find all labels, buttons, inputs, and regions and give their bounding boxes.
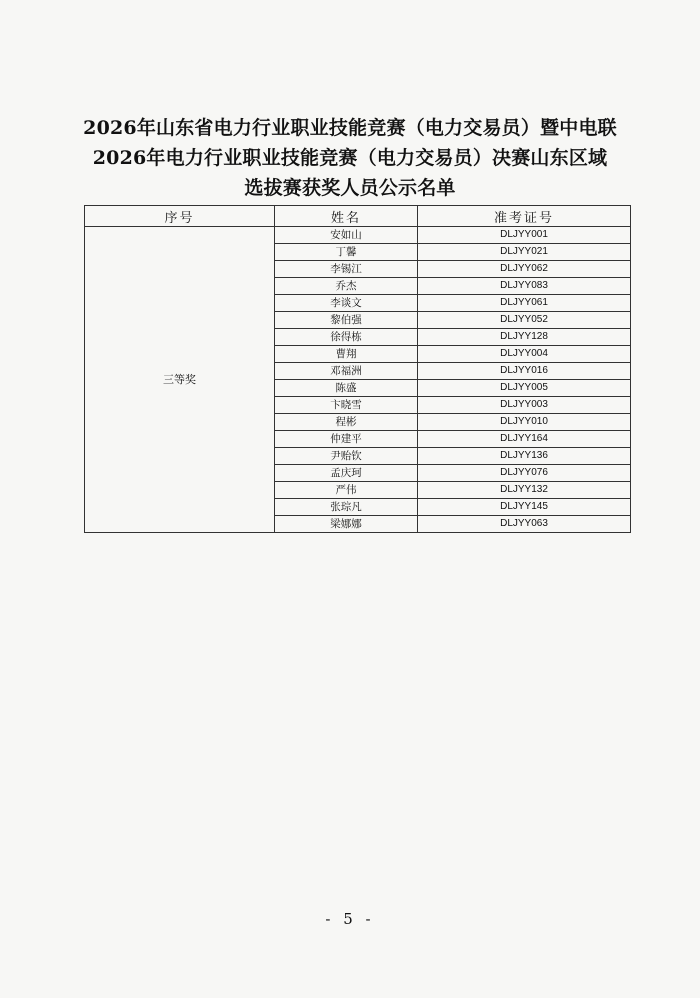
name-cell: 徐得栋 bbox=[275, 329, 418, 346]
name-cell: 卞晓雪 bbox=[275, 397, 418, 414]
exam-id-cell: DLJYY062 bbox=[418, 261, 631, 278]
exam-id-cell: DLJYY076 bbox=[418, 465, 631, 482]
header-exam-id: 准考证号 bbox=[418, 206, 631, 227]
exam-id-cell: DLJYY145 bbox=[418, 499, 631, 516]
name-cell: 仲建平 bbox=[275, 431, 418, 448]
exam-id-cell: DLJYY016 bbox=[418, 363, 631, 380]
prize-level-cell: 三等奖 bbox=[85, 227, 275, 533]
award-table bbox=[84, 205, 631, 533]
exam-id-cell: DLJYY063 bbox=[418, 516, 631, 533]
exam-id-cell: DLJYY001 bbox=[418, 227, 631, 244]
name-cell: 孟庆珂 bbox=[275, 465, 418, 482]
name-cell: 乔杰 bbox=[275, 278, 418, 295]
table-body bbox=[85, 227, 631, 533]
exam-id-cell: DLJYY136 bbox=[418, 448, 631, 465]
exam-id-cell: DLJYY128 bbox=[418, 329, 631, 346]
name-cell: 尹贻钦 bbox=[275, 448, 418, 465]
exam-id-cell: DLJYY004 bbox=[418, 346, 631, 363]
exam-id-cell: DLJYY083 bbox=[418, 278, 631, 295]
document-title bbox=[60, 113, 640, 203]
exam-id-cell: DLJYY061 bbox=[418, 295, 631, 312]
name-cell: 严伟 bbox=[275, 482, 418, 499]
table-header-row bbox=[85, 206, 631, 227]
page-number: - 5 - bbox=[325, 910, 375, 928]
title-line-1: 2026年山东省电力行业职业技能竞赛（电力交易员）暨中电联 bbox=[83, 117, 617, 139]
exam-id-cell: DLJYY164 bbox=[418, 431, 631, 448]
header-name: 姓名 bbox=[275, 206, 418, 227]
table-row bbox=[85, 227, 631, 244]
name-cell: 李锡江 bbox=[275, 261, 418, 278]
name-cell: 安如山 bbox=[275, 227, 418, 244]
exam-id-cell: DLJYY052 bbox=[418, 312, 631, 329]
exam-id-cell: DLJYY003 bbox=[418, 397, 631, 414]
exam-id-cell: DLJYY132 bbox=[418, 482, 631, 499]
name-cell: 邓福洲 bbox=[275, 363, 418, 380]
name-cell: 张琮凡 bbox=[275, 499, 418, 516]
name-cell: 陈盛 bbox=[275, 380, 418, 397]
header-seq: 序号 bbox=[85, 206, 275, 227]
name-cell: 曹翔 bbox=[275, 346, 418, 363]
exam-id-cell: DLJYY021 bbox=[418, 244, 631, 261]
title-line-3: 选拔赛获奖人员公示名单 bbox=[244, 177, 456, 199]
exam-id-cell: DLJYY010 bbox=[418, 414, 631, 431]
name-cell: 丁馨 bbox=[275, 244, 418, 261]
exam-id-cell: DLJYY005 bbox=[418, 380, 631, 397]
name-cell: 程彬 bbox=[275, 414, 418, 431]
name-cell: 李谈文 bbox=[275, 295, 418, 312]
title-line-2: 2026年电力行业职业技能竞赛（电力交易员）决赛山东区域 bbox=[92, 147, 608, 169]
name-cell: 梁娜娜 bbox=[275, 516, 418, 533]
name-cell: 黎伯强 bbox=[275, 312, 418, 329]
